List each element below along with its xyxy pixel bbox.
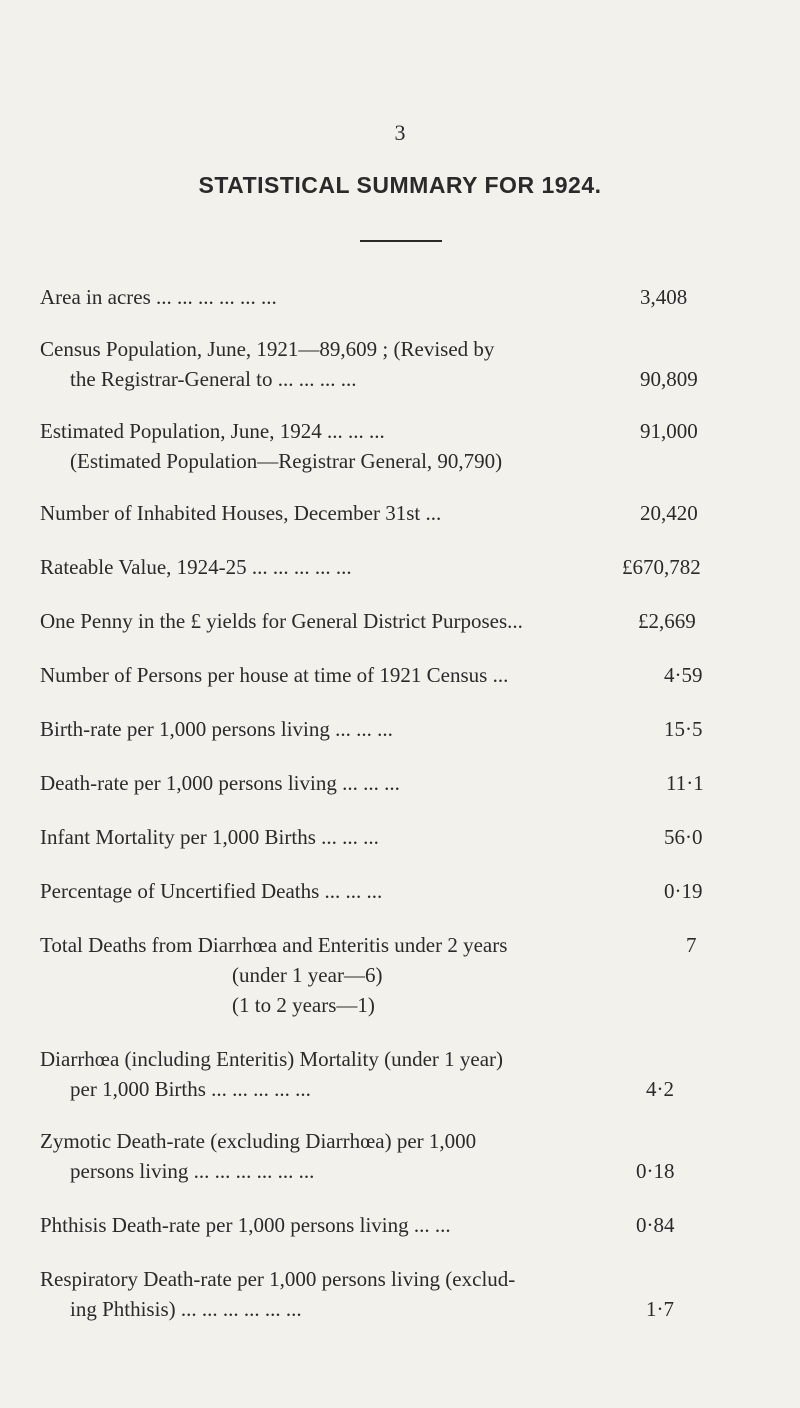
row-label: Zymotic Death-rate (excluding Diarrhœa) per 1,000 — [40, 1129, 477, 1153]
row-label: Estimated Population, June, 1924 ... ... ... — [40, 419, 385, 443]
page-title: STATISTICAL SUMMARY FOR 1924. — [198, 172, 602, 198]
row-label: Rateable Value, 1924-25 ... ... ... ... ... — [40, 555, 352, 579]
row-label: Total Deaths from Diarrhœa and Enteritis under 2 years — [40, 933, 508, 957]
row-value: 1·7 — [646, 1297, 674, 1321]
row-value: 0·19 — [664, 879, 703, 903]
row-value: 90,809 — [640, 367, 698, 391]
row-label: Number of Persons per house at time of 1921 Census ... — [40, 663, 509, 687]
row-label: (Estimated Population—Registrar General, 90,790) — [70, 449, 503, 473]
row-label: (under 1 year—6) — [232, 963, 383, 987]
row-label: Area in acres ... ... ... ... ... ... — [40, 285, 277, 309]
row-label: Birth-rate per 1,000 persons living ... ... ... — [40, 717, 393, 741]
row-value: £2,669 — [638, 609, 696, 633]
row-label: Respiratory Death-rate per 1,000 persons living (exclud- — [40, 1267, 516, 1291]
row-value: 56·0 — [664, 825, 703, 849]
page-number: 3 — [394, 120, 406, 145]
row-value: 3,408 — [640, 285, 688, 309]
row-value: 91,000 — [640, 419, 698, 443]
row-label: ing Phthisis) ... ... ... ... ... ... — [70, 1297, 302, 1321]
row-label: Census Population, June, 1921—89,609 ; (Revised by — [40, 337, 495, 361]
title-divider — [360, 240, 442, 242]
row-label: Number of Inhabited Houses, December 31st ... — [40, 501, 442, 525]
row-label: per 1,000 Births ... ... ... ... ... — [70, 1077, 311, 1101]
row-value: 15·5 — [664, 717, 703, 741]
row-value: 11·1 — [666, 771, 704, 795]
row-value: 20,420 — [640, 501, 698, 525]
row-label: (1 to 2 years—1) — [232, 993, 375, 1017]
row-label: Death-rate per 1,000 persons living ... ... ... — [40, 771, 400, 795]
row-value: £670,782 — [622, 555, 701, 579]
row-label: Infant Mortality per 1,000 Births ... ... ... — [40, 825, 379, 849]
row-label: One Penny in the £ yields for General District Purposes... — [40, 609, 523, 633]
row-label: Diarrhœa (including Enteritis) Mortality (under 1 year) — [40, 1047, 504, 1071]
row-label: the Registrar-General to ... ... ... ... — [70, 367, 357, 391]
row-label: Percentage of Uncertified Deaths ... ... ... — [40, 879, 383, 903]
row-value: 7 — [686, 933, 697, 957]
row-label: Phthisis Death-rate per 1,000 persons living ... ... — [40, 1213, 451, 1237]
row-label: persons living ... ... ... ... ... ... — [70, 1159, 315, 1183]
row-value: 4·2 — [646, 1077, 674, 1101]
row-value: 4·59 — [664, 663, 703, 687]
row-value: 0·18 — [636, 1159, 675, 1183]
row-value: 0·84 — [636, 1213, 675, 1237]
